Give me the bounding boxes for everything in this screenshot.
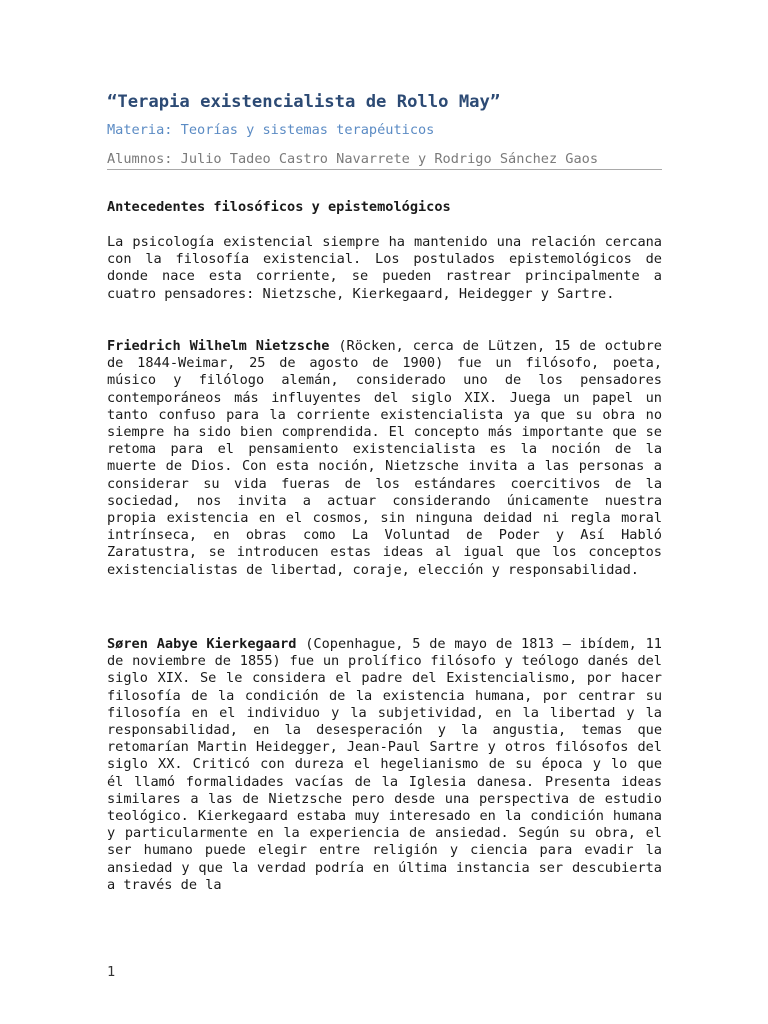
section-heading: Antecedentes filosóficos y epistemológicos xyxy=(107,199,451,215)
paragraph-text: (Copenhague, 5 de mayo de 1813 – ibídem, 11 de noviembre de 1855) fue un prolífico filósofo y teólogo danés del siglo XIX. Se le considera el padre del Existencialismo, por hacer filosofía de la condición de la existencia humana, por centrar su filosofía en el individuo y la subjetividad, en la libertad y la responsabilidad, en la desesperación y la angustia, temas que retomarían Martin Heidegger, Jean-Paul Sartre y otros filósofos del siglo XX. Criticó con dureza el hegelianismo de su época y lo que él llamó formalidades vacías de la Iglesia danesa. Presenta ideas similares a las de Nietzsche pero desde una perspectiva de estudio teológico. Kierkegaard estaba muy interesado en la condición humana y particularmente en la experiencia de ansiedad. Según su obra, el ser humano puede elegir entre religión y ciencia para evadir la ansiedad y que la verdad podría en última instancia ser descubierta a través de la xyxy=(107,636,662,893)
paragraph-lead: Søren Aabye Kierkegaard xyxy=(107,636,297,652)
paragraph-text: (Röcken, cerca de Lützen, 15 de octubre de 1844-Weimar, 25 de agosto de 1900) fue un filósofo, poeta, músico y filólogo alemán, considerado uno de los pensadores contemporáneos más influyentes del siglo XIX. Juega un papel un tanto confuso para la corriente existencialista ya que su obra no siempre ha sido bien comprendida. El concepto más importante que se retoma para el pensamiento existencialista es la noción de la muerte de Dios. Con esta noción, Nietzsche invita a las personas a considerar su vida fueras de los estándares coercitivos de la sociedad, nos invita a actuar considerando únicamente nuestra propia existencia en el cosmos, sin ninguna deidad ni regla moral intrínseca, en obras como La Voluntad de Poder y Así Habló Zaratustra, se introducen estas ideas al igual que los conceptos existencialistas de libertad, coraje, elección y responsabilidad. xyxy=(107,338,662,578)
document-page xyxy=(107,0,662,1024)
document-title: “Terapia existencialista de Rollo May” xyxy=(107,92,501,112)
nietzsche-paragraph xyxy=(107,338,662,579)
paragraph-lead: Friedrich Wilhelm Nietzsche xyxy=(107,338,330,354)
subject-line: Materia: Teorías y sistemas terapéuticos xyxy=(107,122,435,138)
kierkegaard-paragraph xyxy=(107,636,662,894)
students-line: Alumnos: Julio Tadeo Castro Navarrete y Rodrigo Sánchez Gaos xyxy=(107,151,599,167)
intro-paragraph xyxy=(107,234,662,303)
page-number: 1 xyxy=(107,964,116,980)
title-divider xyxy=(107,169,662,170)
paragraph-text: La psicología existencial siempre ha mantenido una relación cercana con la filosofía existencial. Los postulados epistemológicos de donde nace esta corriente, se pueden rastrear principalmente a cuatro pensadores: Nietzsche, Kierkegaard, Heidegger y Sartre. xyxy=(107,234,662,302)
